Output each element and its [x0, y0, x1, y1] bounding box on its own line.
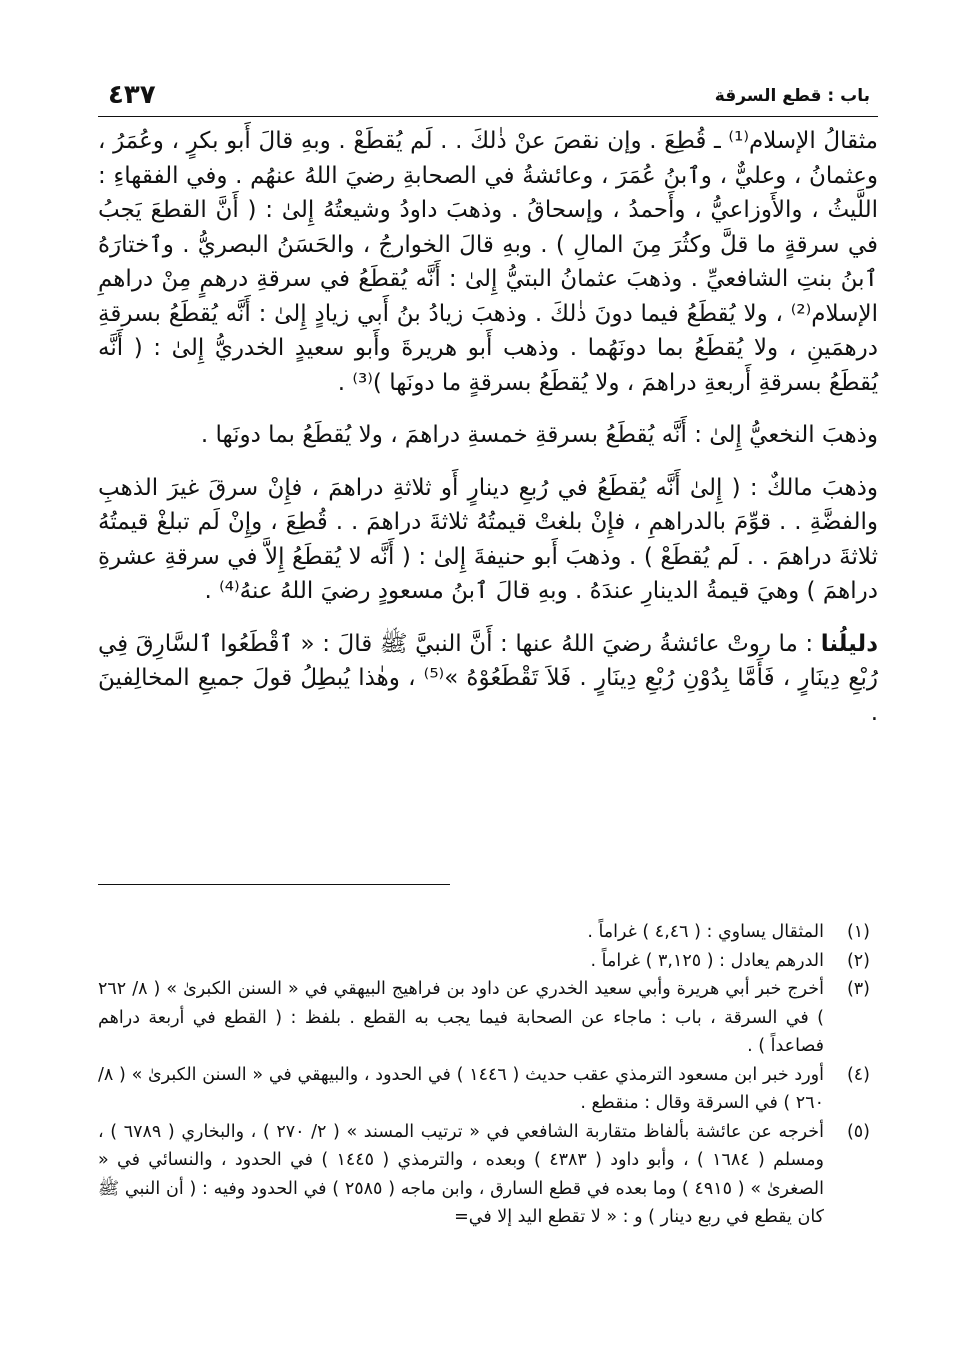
header-rule [98, 116, 878, 117]
footnote-text: المثقال يساوي : ( ٤,٤٦ ) غراماً . [587, 922, 824, 942]
evidence-lead: دليلُنا [820, 630, 878, 657]
evidence-text: : ما روتْ عائشةُ رضيَ اللهُ عنها : أَنَّ النبيَّ ﷺ قالَ : « ٱقْطَعُوا ٱلسَّارِقَ فِي رُبْعِ دِينَارٍ ، فَأَمَّا بِدُوْنِ رُبْعِ دِينَارٍ . فَلاَ تَقْطَعُوْهُ »⁽⁵⁾ ، وهٰذا يُبطِلُ قولَ جميعِ المخالِفينَ . [98, 630, 878, 726]
footnotes [98, 918, 878, 1232]
footnote-number: (٣) [846, 979, 870, 999]
footnote-text: أخرج خبر أبي هريرة وأبي سعيد الخدري عن داود بن فراهيج البيهقي في « السنن الكبرىٰ » ( ٨/ ٢٦٢ ) في السرقة ، باب : ماجاء عن الصحابة فيما يجب به القطع . بلفظ : ( القطع في أربعة دراهم فصاعداً ) . [98, 979, 824, 1056]
footnote-item [98, 1118, 878, 1232]
paragraph-nakhai: وذهبَ النخعيُّ إِلىٰ : أَنَّه يُقطَعُ بسرقةِ خمسةِ دراهمَ ، ولا يُقطَعُ بما دونَها . [200, 422, 878, 448]
footnote-number: (٥) [846, 1121, 870, 1142]
running-head: باب : قطع السرقة [714, 86, 870, 106]
paragraph-evidence [98, 627, 878, 731]
footnote-number: (١) [846, 922, 870, 942]
main-text [98, 124, 878, 730]
footnote-item [98, 1061, 878, 1118]
footnote-text: الدرهم يعادل : ( ٣,١٢٥ ) غراماً . [590, 950, 824, 971]
footnote-text: أورد خبر ابن مسعود الترمذي عقب حديث ( ١٤٤٦ ) في الحدود ، والبيهقي في « السنن الكبرىٰ » ( ٨/ ٢٦٠ ) في السرقة وقال : منقطع . [98, 1064, 824, 1113]
footnote-item [98, 947, 878, 976]
page-header [98, 80, 878, 114]
footnote-rule [98, 884, 450, 885]
footnote-number: (٤) [846, 1064, 870, 1085]
paragraph-malik: وذهبَ مالكٌ : ( إِلىٰ أَنَّه يُقطَعُ في رُبعِ دينارٍ أَو ثلاثةِ دراهمَ ، فإِنْ سرقَ غيرَ الذهبِ والفضَّةِ . . قوِّمَ بالدراهمِ ، فإِنْ بلغتْ قيمتُهُ ثلاثةَ دراهمَ . . قُطِعَ ، وإِنْ لَم تبلغْ قيمتُهُ ثلاثةَ دراهمَ . . لَم يُقطَعْ ) . وذهبَ أَبو حنيفةَ إِلىٰ : ( أَنَّه لا يُقطَعُ إِلاَّ في سرقةِ عشرةِ دراهمَ ) وهيَ قيمةُ الدينارِ عندَهُ . وبهِ قالَ ٱبنُ مسعودٍ رضيَ اللهُ عنهُ⁽⁴⁾ . [98, 474, 878, 604]
footnote-item [98, 975, 878, 1061]
footnote-text: أخرجه عن عائشة بألفاظ متقاربة الشافعي في « ترتيب المسند » ( ٢/ ٢٧٠ ) ، والبخاري ( ٦٧٨٩ ) ، ومسلم ( ١٦٨٤ ) ، وأبو داود ( ٤٣٨٣ ) وبعده ، والترمذي ( ١٤٤٥ ) في الحدود ، والنسائي في « الصغرىٰ » ( ٤٩١٥ ) وما بعده في قطع السارق ، وابن ماجه ( ٢٥٨٥ ) في الحدود وفيه : ( أن النبي ﷺ كان يقطع في ربع دينار ) و : « لا تقطع اليد إلا في= [98, 1121, 824, 1227]
book-page [98, 70, 878, 1360]
footnote-number: (٢) [846, 950, 870, 971]
paragraph-opinions: مثقالُ الإسلام⁽¹⁾ ـ قُطِعَ . وإن نقصَ عنْ ذٰلكَ . . لَم يُقطَعْ . وبهِ قالَ أَبو بكرٍ ، وعُمَرُ ، وعثمانُ ، وعليٌّ ، وٱبنُ عُمَرَ ، وعائشةُ في الصحابةِ رضيَ اللهُ عنهُم . وفي الفقهاءِ : اللَّيثُ ، والأَوزاعيُّ ، وأَحمدُ ، وإسحاقُ . وذهبَ داودُ وشيعتُهُ إِلىٰ : ( أَنَّ القطعَ يَجبُ في سرقةٍ ما قلَّ وكثُرَ مِنَ المالِ ) . وبهِ قالَ الخوارجُ ، والحَسَنُ البصريُّ . وٱختارَهُ ٱبنُ بنتِ الشافعيِّ . وذهبَ عثمانُ البتيُّ إِلىٰ : أَنَّه يُقطَعُ في سرقةِ درهمٍ مِنْ دراهمِ الإسلام⁽²⁾ ، ولا يُقطَعُ فيما دونَ ذٰلكَ . وذهبَ زيادُ بنُ أَبي زيادٍ إِلىٰ : أَنَّه يُقطَعُ بسرقةِ درهمَينِ ، ولا يُقطَعُ بما دونَهُما . وذهب أَبو هريرةَ وأَبو سعيدٍ الخدريُّ إِلىٰ : ( أَنَّه يُقطَعُ بسرقةِ أَربعةِ دراهمَ ، ولا يُقطَعُ بسرقةٍ ما دونَها )⁽³⁾ . [98, 128, 878, 396]
page-number: ٤٣٧ [108, 80, 156, 110]
footnote-item [98, 918, 878, 947]
